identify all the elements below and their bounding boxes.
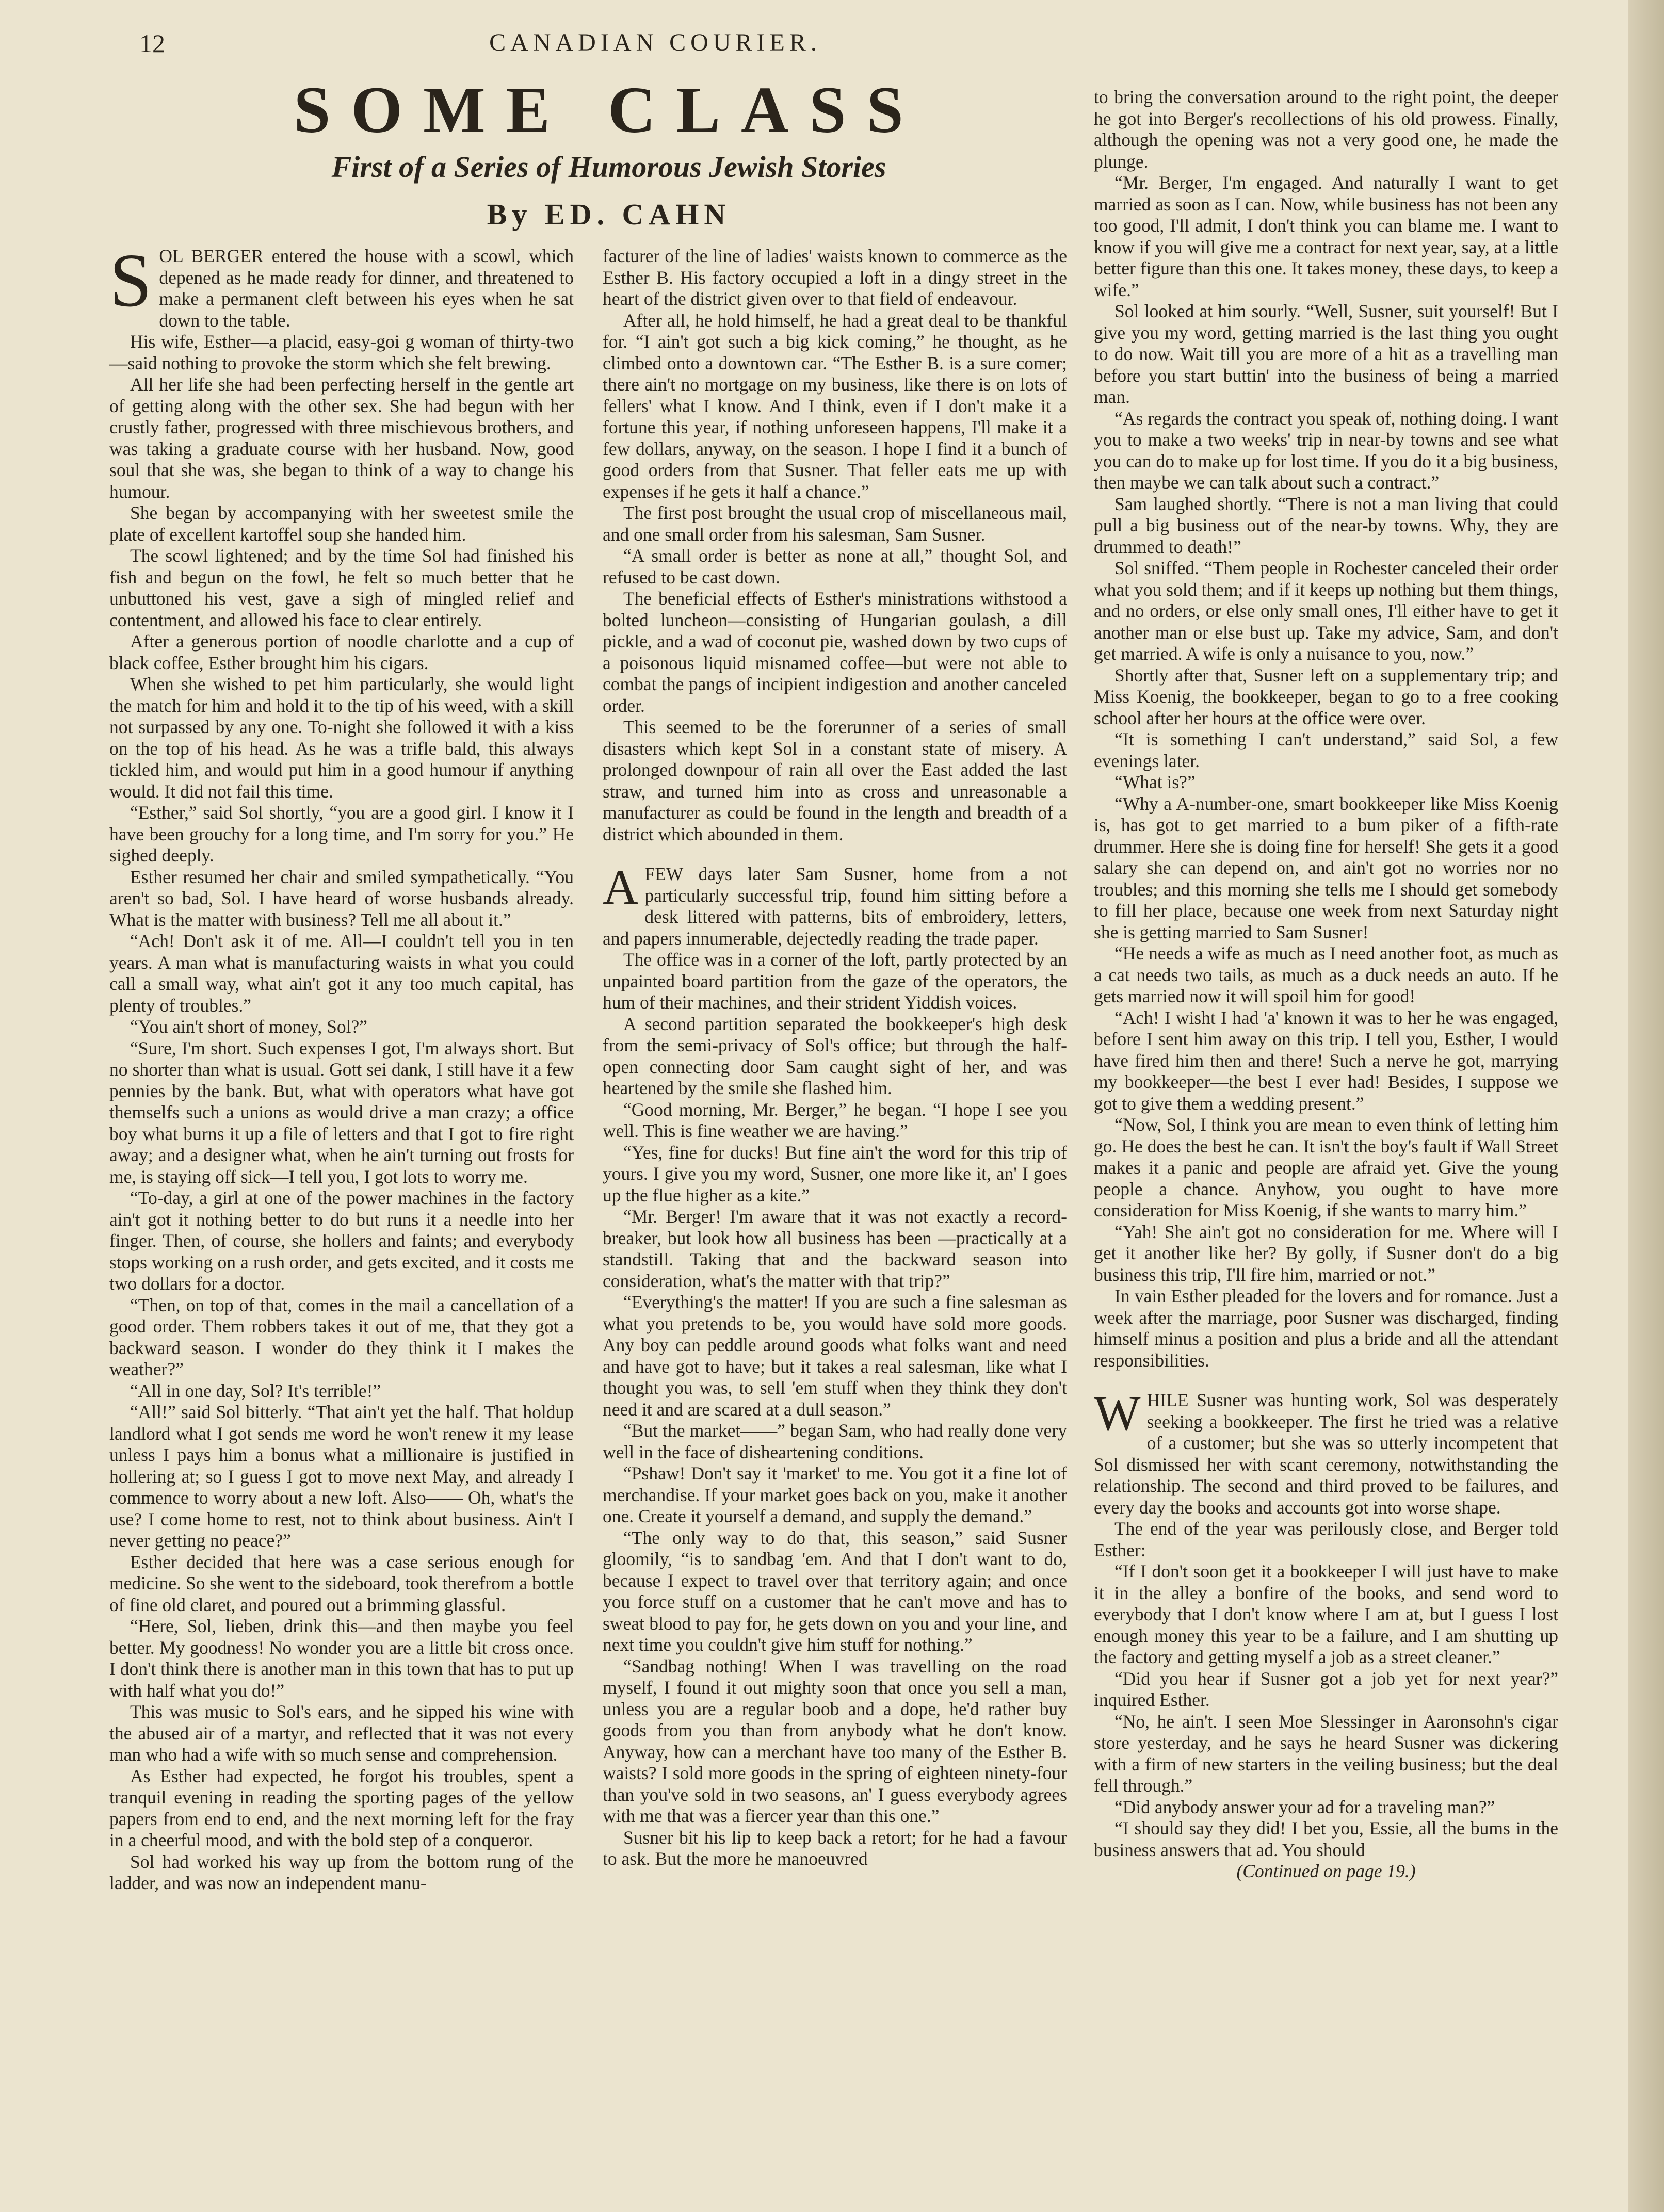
paragraph: “Ach! Don't ask it of me. All—I couldn't tell you in ten years. A man what is manufacturing waists in what you could call a small way, what ain't got it any too much capital, has plenty of troubles.”: [109, 931, 574, 1016]
paragraph: Sol sniffed. “Them people in Rochester canceled their order what you sold them; and if it keeps up nothing but them things, and no orders, or else only small ones, I'll either have to get it another man or else bust up. Take my advice, Sam, and don't get married. A wife is only a nuisance to you, now.”: [1094, 558, 1558, 664]
paragraph: This seemed to be the forerunner of a series of small disasters which kept Sol in a constant state of misery. A prolonged downpour of rain all over the East added the last straw, and turned him into as cross and unreasonable a manufacturer as could be found in the length and breadth of a district which abounded in them.: [603, 717, 1067, 844]
page-number: 12: [139, 29, 165, 58]
paragraph: “Mr. Berger! I'm aware that it was not exactly a record-breaker, but look how all business has been —practically at a standstill. Taking that and the backward season into consideration, what's the matter with that trip?”: [603, 1206, 1067, 1291]
paragraph: OL BERGER entered the house with a scowl, which depened as he made ready for dinner, and threatened to make a permanent cleft between his eyes when he sat down to the table.: [159, 246, 574, 331]
paragraph: “A small order is better as none at all,” thought Sol, and refused to be cast down.: [603, 545, 1067, 588]
paragraph: The beneficial effects of Esther's ministrations withstood a bolted luncheon—consisting of Hungarian goulash, a dill pickle, and a wad of coconut pie, washed down by two cups of a poisonous liquid misnamed coffee—but were not able to combat the pangs of incipient indigestion and another canceled order.: [603, 588, 1067, 716]
section-break: [1094, 1386, 1558, 1518]
paragraph: Shortly after that, Susner left on a supplementary trip; and Miss Koenig, the bookkeeper, began to go to a free cooking school after her hours at the office were over.: [1094, 664, 1558, 728]
paragraph: “Did you hear if Susner got a job yet for next year?” inquired Esther.: [1094, 1668, 1558, 1710]
paragraph: Susner bit his lip to keep back a retort; for he had a favour to ask. But the more he manoeuvred: [603, 1827, 1067, 1869]
story-title: SOME CLASS: [294, 73, 924, 147]
paragraph: “To-day, a girl at one of the power machines in the factory ain't got it nothing better to do but runs it a needle into her finger. Then, of course, she hollers and faints; and everybody stops working on a rush order, and gets excited, and it costs me two dollars for a doctor.: [109, 1188, 574, 1294]
column-2: [603, 246, 1067, 1870]
paragraph: “Esther,” said Sol shortly, “you are a good girl. I know it I have been grouchy for a long time, and I'm sorry for you.” He sighed deeply.: [109, 802, 574, 866]
paragraph: “Pshaw! Don't say it 'market' to me. You got it a fine lot of merchandise. If your market goes back on you, make it another one. Create it yourself a demand, and supply the demand.”: [603, 1463, 1067, 1526]
paragraph: to bring the conversation around to the right point, the deeper he got into Berger's recollections of his old prowess. Finally, although the opening was not a very good one, he made the plunge.: [1094, 87, 1558, 172]
paragraph: “Did anybody answer your ad for a traveling man?”: [1114, 1796, 1495, 1817]
paragraph: “I should say they did! I bet you, Essie, all the bums in the business answers that ad. You should: [1094, 1818, 1558, 1860]
masthead: CANADIAN COURIER.: [489, 29, 821, 56]
paragraph: This was music to Sol's ears, and he sipped his wine with the abused air of a martyr, and reflected that it was not every man who had a wife with so much sense and comprehension.: [109, 1701, 574, 1765]
continued-note: (Continued on page 19.): [1236, 1861, 1416, 1881]
page-header: [139, 28, 1579, 59]
drop-cap: S: [109, 238, 152, 323]
paragraph: After all, he hold himself, he had a great deal to be thankful for. “I ain't got such a big kick coming,” he thought, as he climbed onto a downtown car. “The Esther B. is a sure comer; there ain't no mortgage on my business, like there is on lots of fellers' what I know. And I think, even if I don't make it a fortune this year, if nothing unforeseen happens, I'll make it a few dollars, anyway, on the season. I hope I find it a bunch of good orders from that Susner. That feller eats me up with expenses if he gets it half a chance.”: [603, 310, 1067, 502]
paragraph: “Good morning, Mr. Berger,” he began. “I hope I see you well. This is fine weather we are having.”: [603, 1099, 1067, 1141]
paragraph: The first post brought the usual crop of miscellaneous mail, and one small order from his salesman, Sam Susner.: [603, 502, 1067, 545]
paragraph: Sol had worked his way up from the bottom rung of the ladder, and was now an independent manu-: [109, 1851, 574, 1893]
paragraph: Sol looked at him sourly. “Well, Susner, suit yourself! But I give you my word, getting married is the last thing you ought to do now. Wait till you are more of a hit as a travelling man before you start buttin' into the business of being a married man.: [1094, 301, 1558, 407]
paragraph: “The only way to do that, this season,” said Susner gloomily, “is to sandbag 'em. And that I don't want to do, because I expect to travel over that territory again; and once you force stuff on a customer that he can't move and has to sweat blood to pay for, he gets down on you and your line, and next time you couldn't give him stuff for nothing.”: [603, 1527, 1067, 1655]
paragraph: “As regards the contract you speak of, nothing doing. I want you to make a two weeks' trip in near-by towns and see what you can do to make up for lost time. If you do it a big business, then maybe we can talk about such a contract.”: [1094, 408, 1558, 493]
paragraph: FEW days later Sam Susner, home from a not particularly successful trip, found him sitting before a desk littered with patterns, bits of embroidery, letters, and papers innumerable, dejectedly reading the trade paper.: [603, 864, 1067, 949]
paragraph: “Ach! I wisht I had 'a' known it was to her he was engaged, before I sent him away on this trip. I tell you, Esther, I would have fired him then and there! Such a nerve he got, marrying my bookkeeper—the best I ever had! Besides, I suppose we got to give them a wedding present.”: [1094, 1007, 1558, 1114]
section-break: [603, 859, 1067, 949]
paragraph: A second partition separated the bookkeeper's high desk from the semi-privacy of Sol's office; but through the half-open connecting door Sam caught sight of her, and was heartened by the smile she flashed him.: [603, 1013, 1067, 1098]
paragraph: His wife, Esther—a placid, easy-goi g woman of thirty-two—said nothing to provoke the storm which she felt brewing.: [109, 331, 574, 373]
paragraph: All her life she had been perfecting herself in the gentle art of getting along with the other sex. She had begun with her crustly father, progressed with three mischievous brothers, and was taking a graduate course with her husband. Now, good soul that she was, she began to think of a way to change his humour.: [109, 374, 574, 502]
paragraph: “Sure, I'm short. Such expenses I got, I'm always short. But no shorter than what is usual. Gott sei dank, I still have it a few pennies by the bank. But, what with operators what have got themselfs such a unions as would drive a man crazy; a office boy what burns it up a file of letters and that I got to fire right away; and a designer what, when he ain't turning out frosts for me, is staying off sick—I tell you, I got lots to worry me.: [109, 1037, 574, 1187]
column-1: [109, 238, 574, 1894]
drop-cap: A: [603, 859, 639, 915]
paragraph: “Yah! She ain't got no consideration for me. Where will I get it another like her? By golly, if Susner don't do a big business this trip, I'll fire him, married or not.”: [1094, 1221, 1558, 1285]
page-edge: [1628, 0, 1664, 2212]
paragraph: She began by accompanying with her sweetest smile the plate of excellent kartoffel soup she handed him.: [109, 502, 574, 545]
paragraph: “Here, Sol, lieben, drink this—and then maybe you feel better. My goodness! No wonder you are a little bit cross once. I don't think there is another man in this town that has to put up with half what you do!”: [109, 1616, 574, 1701]
paragraph: Esther decided that here was a case serious enough for medicine. So she went to the sideboard, took therefrom a bottle of fine old claret, and poured out a brimming glassful.: [109, 1551, 574, 1615]
paragraph: In vain Esther pleaded for the lovers and for romance. Just a week after the marriage, poor Susner was discharged, finding himself minus a position and plus a bride and all the attendant responsibilities.: [1094, 1286, 1558, 1371]
story-byline: By ED. CAHN: [487, 198, 731, 231]
paragraph: “He needs a wife as much as I need another foot, as much as a cat needs two tails, as much as a duck needs an auto. If he gets married now it will spoil him for good!: [1094, 943, 1558, 1006]
paragraph: As Esther had expected, he forgot his troubles, spent a tranquil evening in reading the sporting pages of the yellow papers from end to end, and the next morning left for the fray in a cheerful mood, and with the bold step of a conqueror.: [109, 1765, 574, 1850]
paragraph: “What is?”: [1114, 772, 1196, 792]
paragraph: “If I don't soon get it a bookkeeper I will just have to make it in the alley a bonfire of the books, and send word to everybody that I don't know where I am at, but I guess I lost enough money this year to be a failure, and I am shutting up the factory and getting myself a job as a street cleaner.”: [1094, 1561, 1558, 1667]
paragraph: The office was in a corner of the loft, partly protected by an unpainted board partition from the gaze of the operators, the hum of their machines, and their strident Yiddish voices.: [603, 949, 1067, 1013]
paragraph: “But the market——” began Sam, who had really done very well in the face of disheartening conditions.: [603, 1420, 1067, 1462]
paragraph: After a generous portion of noodle charlotte and a cup of black coffee, Esther brought him his cigars.: [109, 631, 574, 673]
story-subtitle: First of a Series of Humorous Jewish Stories: [331, 150, 886, 184]
paragraph: When she wished to pet him particularly, she would light the match for him and hold it to the tip of his weed, with a skill not surpassed by any one. To-night she followed it with a kiss on the top of his head. As he was a trifle bald, this always tickled him, and would put him in a good humour if anything would. It did not fail this time.: [109, 674, 574, 802]
paragraph: “Then, on top of that, comes in the mail a cancellation of a good order. Them robbers takes it out of me, that they got a backward season. I wonder do they think it I makes the weather?”: [109, 1294, 574, 1379]
paragraph: “Why a A-number-one, smart bookkeeper like Miss Koenig is, has got to get married to a bum piker of a fifth-rate drummer. Here she is doing fine for herself! She gets it a good salary she can depend on, and ain't got no worries nor no troubles; and this morning she tells me I should get somebody to fill her place, because one week from next Saturday night she is getting married to Sam Susner!: [1094, 793, 1558, 942]
paragraph: HILE Susner was hunting work, Sol was desperately seeking a bookkeeper. The first he tried was a relative of a customer; but she was so utterly incompetent that Sol dismissed her with scant ceremony, notwithstanding the relationship. The second and third proved to be failures, and every day the books and accounts got into worse shape.: [1094, 1390, 1558, 1518]
paragraph: “Now, Sol, I think you are mean to even think of letting him go. He does the best he can. It isn't the boy's fault if Wall Street makes it a panic and people are afraid yet. Give the young people a chance. Anyhow, you ought to have more consideration for Miss Koenig, if she wants to marry him.”: [1094, 1114, 1558, 1221]
paragraph: “All!” said Sol bitterly. “That ain't yet the half. That holdup landlord what I got sends me word he won't renew it my lease unless I pays him a bonus what a millionaire is justified in hollering at; so I guess I got to move next May, and already I commence to worry about a new loft. Also—— Oh, what's the use? I come home to rest, not to think about business. Ain't I never getting no peace?”: [109, 1402, 574, 1551]
paragraph: facturer of the line of ladies' waists known to commerce as the Esther B. His factory occupied a loft in a dingy street in the heart of the district given over to that field of endeavour.: [603, 246, 1067, 309]
paragraph: “Everything's the matter! If you are such a fine salesman as what you pretends to be, you would have sold more goods. Any boy can peddle around goods what folks want and need and have got to have; but it takes a real salesman, like what I thought you was, to sell 'em stuff when they think they don't need it and are scared at a dull season.”: [603, 1292, 1067, 1420]
paragraph: “All in one day, Sol? It's terrible!”: [130, 1380, 381, 1401]
paragraph: The end of the year was perilously close, and Berger told Esther:: [1094, 1518, 1558, 1560]
column-3: [1094, 87, 1558, 1882]
paragraph: Esther resumed her chair and smiled sympathetically. “You aren't so bad, Sol. I have heard of worse husbands already. What is the matter with business? Tell me all about it.”: [109, 866, 574, 930]
paragraph: The scowl lightened; and by the time Sol had finished his fish and begun on the fowl, he felt so much better that he unbuttoned his vest, gave a sigh of mingled relief and contentment, and allowed his face to clear entirely.: [109, 545, 574, 630]
paragraph: “It is something I can't understand,” said Sol, a few evenings later.: [1094, 729, 1558, 771]
paragraph: Sam laughed shortly. “There is not a man living that could pull a big business out of the near-by towns. Why, they are drummed to death!”: [1094, 493, 1558, 557]
paragraph: “Mr. Berger, I'm engaged. And naturally I want to get married as soon as I can. Now, while business has not been any too good, I'll admit, I don't think you can blame me. I want to know if you will give me a contract for next year, say, at a little better figure than this one. It takes money, these days, to keep a wife.”: [1094, 172, 1558, 300]
paragraph: “No, he ain't. I seen Moe Slessinger in Aaronsohn's cigar store yesterday, and he says he heard Susner was dickering with a firm of new starters in the veiling business; but the deal fell through.”: [1094, 1711, 1558, 1796]
paragraph: “Sandbag nothing! When I was travelling on the road myself, I found it out mighty soon that once you sell a man, unless you are a regular boob and a dope, he'd rather buy goods from you than from anybody what he don't know. Anyway, how can a merchant have too many of the Esther B. waists? I sold more goods in the spring of eighteen ninety-four than you've sold in two seasons, an' I guess everybody agrees with me that was a fiercer year than this one.”: [603, 1655, 1067, 1826]
drop-cap: W: [1094, 1386, 1141, 1441]
paragraph: “You ain't short of money, Sol?”: [130, 1016, 367, 1037]
paragraph: “Yes, fine for ducks! But fine ain't the word for this trip of yours. I give you my word, Susner, one more like it, an' I goes up the flue higher as a kite.”: [603, 1142, 1067, 1206]
